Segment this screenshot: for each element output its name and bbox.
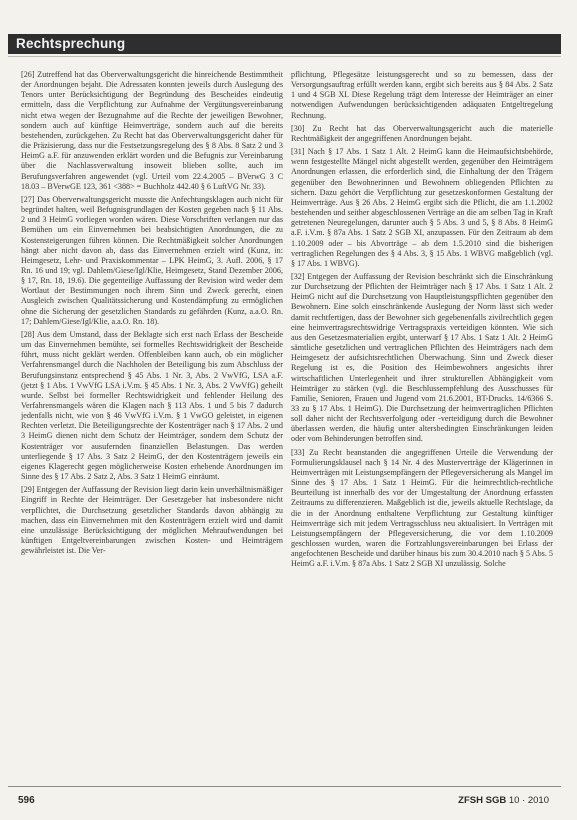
- paragraph-26: [26] Zutreffend hat das Oberverwaltungsgericht die hinreichende Bestimmtheit der Anordnungen bejaht. Die Adressaten konnten jeweils durch Auslegung des Tenors unter Berücksichtigung der Begründung des Bescheides eindeutig ermitteln, dass die Verpflichtung zur Aufnahme der Vergütungsvereinbarung nicht etwa wegen der Bezugnahme auf die Rechte der jeweiligen Bewohner, sondern auch auf künftige Heimverträge, sondern auch auf die bereits bestehenden, zurückgehen. Zu Recht hat das Oberverwaltungsgericht daher für die Präzisierung, dass nur die Festsetzungsregelung des § 8 Abs. 8 Satz 2 und 3 HeimG a.F. für anzuwenden erklärt worden und die Befugnis zur Vereinbarung über die Nachlassverwaltung insoweit blieben sollte, auch im Berufungsverfahren angewendet (vgl. Urteil vom 22.4.2005 – BVerwG 3 C 18.03 – BVerwGE 123, 361 <388> = Buchholz 442.40 § 6 LuftVG Nr. 33).: [21, 70, 283, 191]
- paragraph-27: [27] Das Oberverwaltungsgericht musste die Anfechtungsklagen auch nicht für begründet halten, weil Befugnisgrundlagen der Kosten gegeben nach § 11 Abs. 2 und 3 HeimG vorliegen worden wären. Diese Vorschriften verlangen nur das Bemühen um ein Einvernehmen bei beabsichtigten Anordnungen, die zu Kostensteigerungen führen können. Die Rechtmäßigkeit solcher Anordnungen hängt aber nicht davon ab, dass das Einvernehmen erzielt wird (Kunz, in: Heimgesetz, Lehr- und Praxiskommentar – LPK HeimG, 3. Aufl. 2006, § 17 Rn. 16 und 19; vgl. Dahlem/Giese/Igl/Klie, Heimgesetz, Stand Dezember 2006, § 17, Rn. 18, 19.6). Die gegenteilige Auffassung der Revision wird weder dem Wortlaut der Bestimmungen noch ihrem Sinn und Zweck gerecht, einen Ausgleich zwischen Qualitätssicherung und Kostendämpfung zu ermöglichen ohne die Sicherung der gesetzlichen Standards zu gefährden (Kunz, a.a.O. Rn. 17; Dahlem/Giese/Igl/Klie, a.a.O. Rn. 18).: [21, 194, 283, 326]
- section-title: Rechtsprechung: [16, 36, 126, 51]
- journal-info: [458, 795, 549, 806]
- paragraph-28: [28] Aus dem Umstand, dass der Beklagte sich erst nach Erlass der Bescheide um das Einvernehmen bemühte, sei formelles Rechtswidrigkeit der Bescheide führt, muss nicht geklärt werden. Offenbleiben kann auch, ob ein möglicher Verfahrensmangel durch die Nachholen der Beteiligung bis zum Abschluss der Berufungsinstanz entsprechend § 45 Abs. 1 Nr. 3, Abs. 2 VwVfG, LSA a.F. (jetzt § 1 Abs. 1 VwVfG LSA i.V.m. § 45 Abs. 1 Nr. 3, Abs. 2 VwVfG) geheilt wurde. Selbst bei formeller Rechtswidrigkeit und fehlender Heilung des Verfahrensmangels wären die Klagen nach § 113 Abs. 1 und 5 bis 7 dadurch jedenfalls nicht, wie von § 46 VwVfG i.V.m. § 1 VwGO geleistet, in eigenen Rechten verletzt. Die Beteiligungsrechte der Kostenträger nach § 17 Abs. 2 und 3 HeimG dienen nicht dem Schutz der Heimträger, sondern dem Schutz der Kostenträger vor ausufernden finanziellen Belastungen. Das werden unterliegende § 17 Abs. 3 Satz 2 HeimG, der den Kostenträgern jeweils ein eigenes Klagerecht gegen möglicherweise Kosten erhebende Anordnungen im Sinne des § 17 Abs. 2 Satz 2, Abs. 3 Satz 1 HeimG einräumt.: [21, 329, 283, 482]
- paragraph-29: [29] Entgegen der Auffassung der Revision liegt darin kein unverhältnismäßiger Eingriff in Rechte der Heimträger. Der Gesetzgeber hat insbesondere nicht verpflichtet, die Durchsetzung gesetzlicher Standards davon abhängig zu machen, dass ein Einvernehmen mit den Kostenträgern erzielt wird und damit eine unzulässige Berücksichtigung der möglichen Mehraufwendungen bei künftigen Entgeltvereinbarungen zwischen Kosten- und Heimträgern gewährleistet ist. Die Ver-: [21, 485, 283, 556]
- right-text-column: [291, 70, 553, 778]
- paragraph-33: [33] Zu Recht beanstanden die angegriffenen Urteile die Verwendung der Formulierungsklausel nach § 14 Nr. 4 des Musterverträge der Klägerinnen in Heimverträgen mit Leistungsempfängern der Pflegeversicherung als Mangel im Sinne des § 17 Abs. 1 Satz 1 HeimG. Für die heimrechtlich-rechtliche Beurteilung ist innerhalb des vor der Umgestaltung der Anordnung erfassten Zeitraums zu differenzieren. Maßgeblich ist die, jeweils aktuelle Rechtslage, da die in der Anordnung enthaltene Verpflichtung zur Gestaltung künftiger Heimverträge sich mit jedem Vertragsschluss neu aktualisiert. In Verträgen mit Leistungsempfängern der Pflegeversicherung, die vor dem 1.10.2009 geschlossen wurden, waren die Fortzahlungsvereinbarungen bei Erlass der angefochtenen Bescheide und darüber hinaus bis zum 30.4.2010 nach § 5 Abs. 5 HeimG a.F. i.V.m. § 87a Abs. 1 Satz 2 SGB XI unzulässig. Solche: [291, 447, 553, 569]
- page-number: 596: [18, 795, 35, 806]
- left-text-column: [21, 70, 283, 778]
- paragraph-31: [31] Nach § 17 Abs. 1 Satz 1 Alt. 2 HeimG kann die Heimaufsichtsbehörde, wenn festgestellte Mängel nicht abgestellt werden, gegenüber den Heimträgern Anordnungen erlassen, die erforderlich sind, die Einhaltung der den Trägern gegenüber den Bewohnerinnen und Bewohnern obliegenden Pflichten zu sichern. Dazu gehört die Verpflichtung zur gesetzeskonformen Gestaltung der Heimverträge. Aus § 26 Abs. 2 HeimG ergibt sich die Pflicht, die am 1.1.2002 bestehenden und seither abgeschlossenen Verträge an die am selben Tag in Kraft getretenen Neuregelungen, darunter auch § 5 Abs. 3 und 5, § 8 Abs. 8 HeimG a.F. i.V.m. § 87a Abs. 1 Satz 2 SGB XI, anzupassen. Für den Zeitraum ab dem 1.10.2009 oder – bis Abvorträge – ab dem 1.5.2010 sind die bisherigen vertraglichen Regelungen des § 4 Abs. 3, § 15 Abs. 1 WBVG maßgeblich (vgl. § 17 Abs. 1 WBVG).: [291, 147, 553, 268]
- paragraph-29-continued: pflichtung, Pflegesätze leistungsgerecht und so zu bemessen, dass der Versorgungsauftrag erfüllt werden kann, ergibt sich bereits aus § 84 Abs. 2 Satz 1 und 4 SGB XI. Diese Regelung trägt dem Interesse der Heimträger an einer notwendigen Aufwendungen berücksichtigenden adäquaten Entgeltregelung Rechnung.: [291, 70, 553, 120]
- footer-divider: [8, 786, 561, 787]
- header-divider: [8, 56, 561, 57]
- issue-number: 10 · 2010: [508, 795, 549, 806]
- paragraph-30: [30] Zu Recht hat das Oberverwaltungsgericht auch die materielle Rechtmäßigkeit der angegriffenen Anordnungen bejaht.: [291, 123, 553, 143]
- journal-name: ZFSH SGB: [458, 795, 507, 806]
- paragraph-32: [32] Entgegen der Auffassung der Revision beschränkt sich die Einschränkung zur Durchsetzung der Pflichten der Heimträger nach § 17 Abs. 1 Satz 1 Alt. 2 HeimG nicht auf die Durchsetzung von Hauptleistungspflichten gegenüber den Bewohnern. Eine solch einschränkende Auslegung der Norm lässt sich weder damit rechtfertigen, dass der Bewohner sich gegebenenfalls zivilrechtlich gegen eine heimvertragsrechtswidrige Vertragspraxis verteidigen könnten. Wie sich aus den Gesetzesmaterialien ergibt, unterwarf § 17 Abs. 1 Satz 1 Alt. 2 HeimG sämtliche gesetzlichen und vertraglichen Pflichten des Heimträgers nach dem Heimgesetz der aufsichtsrechtlichen Überwachung. Sinn und Zweck dieser Regelung ist es, die Position des Heimbewohners angesichts ihrer wirtschaftlichen Unterlegenheit und ihrer strukturellen Abhängigkeit vom Heimträger zu stärken (vgl. die Beschlussempfehlung des Ausschusses für Familie, Senioren, Frauen und Jugend vom 21.6.2001, BT-Drucks. 14/6366 S. 33 zu § 17 Abs. 1 HeimG). Die Durchsetzung der heimvertraglichen Pflichten soll daher nicht der Rechtsverfolgung oder -verteidigung durch die Bewohner überlassen werden, die häufig unter altersbedingten Einschränkungen leiden oder vom Behinderungen betroffen sind.: [291, 271, 553, 444]
